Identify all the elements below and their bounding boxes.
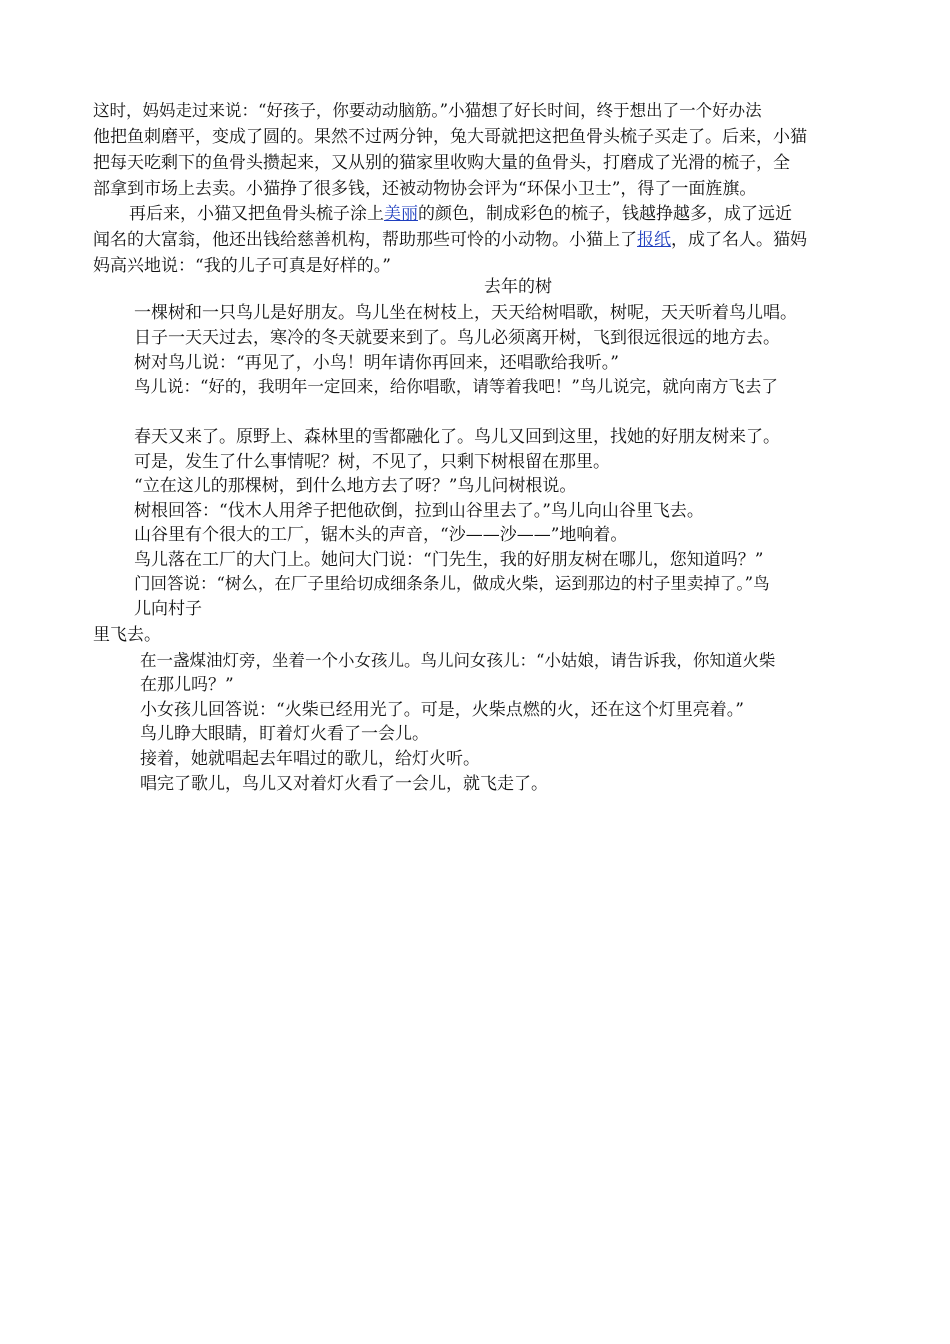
story2-paragraph-6: 可是，发生了什么事情呢？树，不见了，只剩下树根留在那里。	[134, 452, 610, 472]
link-baozhi[interactable]: 报纸	[637, 230, 671, 250]
story1-line-4: 部拿到市场上去卖。小猫挣了很多钱，还被动物协会评为“环保小卫士”，得了一面旌旗。	[93, 179, 757, 199]
story2-paragraph-1: 一棵树和一只鸟儿是好朋友。鸟儿坐在树枝上，天天给树唱歌，树呢，天天听着鸟儿唱。	[134, 303, 797, 323]
story1-line-7: 妈高兴地说：“我的儿子可真是好样的。”	[93, 256, 391, 276]
story2-paragraph-4: 鸟儿说：“好的，我明年一定回来，给你唱歌，请等着我吧！”鸟儿说完，就向南方飞去了	[134, 377, 778, 396]
story1-line-6-text-a: 闻名的大富翁，他还出钱给慈善机构，帮助那些可怜的小动物。小猫上了	[93, 230, 637, 250]
story2-paragraph-5: 春天又来了。原野上、森林里的雪都融化了。鸟儿又回到这里，找她的好朋友树来了。	[134, 427, 780, 447]
story2-paragraph-12-cont: 在那儿吗？”	[140, 675, 234, 695]
story1-line-5-text-b: 的颜色，制成彩色的梳子，钱越挣越多，成了远近	[418, 204, 792, 224]
story2-paragraph-2: 日子一天天过去，寒冷的冬天就要来到了。鸟儿必须离开树，飞到很远很远的地方去。	[134, 328, 780, 348]
story2-paragraph-10: 鸟儿落在工厂的大门上。她问大门说：“门先生，我的好朋友树在哪儿，您知道吗？”	[134, 550, 764, 570]
story2-paragraph-15: 接着，她就唱起去年唱过的歌儿，给灯火听。	[140, 749, 480, 769]
story2-paragraph-3: 树对鸟儿说：“再见了，小鸟！明年请你再回来，还唱歌给我听。”	[134, 353, 619, 373]
story2-paragraph-14: 鸟儿睁大眼睛，盯着灯火看了一会儿。	[140, 724, 429, 744]
story1-line-6-text-b: ，成了名人。猫妈	[671, 230, 807, 250]
story1-line-3: 把每天吃剩下的鱼骨头攒起来，又从别的猫家里收购大量的鱼骨头，打磨成了光滑的梳子，全	[93, 153, 790, 173]
story2-paragraph-11: 门回答说：“树么，在厂子里给切成细条条儿，做成火柴，运到那边的村子里卖掉了。”鸟	[134, 574, 770, 593]
story2-paragraph-7: “立在这儿的那棵树，到什么地方去了呀？”鸟儿问树根说。	[134, 476, 577, 496]
story2-paragraph-8: 树根回答：“伐木人用斧子把他砍倒，拉到山谷里去了。”鸟儿向山谷里飞去。	[134, 501, 704, 521]
link-meili[interactable]: 美丽	[384, 204, 418, 224]
story1-line-1: 这时，妈妈走过来说：“好孩子，你要动动脑筋。”小猫想了好长时间，终于想出了一个好办法	[93, 101, 762, 120]
story2-title: 去年的树	[484, 277, 552, 297]
story2-paragraph-12: 在一盏煤油灯旁，坐着一个小女孩儿。鸟儿问女孩儿：“小姑娘，请告诉我，你知道火柴	[140, 651, 776, 670]
story2-paragraph-9: 山谷里有个很大的工厂，锯木头的声音，“沙——沙——”地响着。	[134, 525, 628, 545]
story1-line-2: 他把鱼刺磨平，变成了圆的。果然不过两分钟，兔大哥就把这把鱼骨头梳子买走了。后来，小猫	[93, 127, 807, 147]
story1-line-5	[129, 201, 792, 227]
story1-line-6	[93, 227, 807, 253]
story2-paragraph-11-end: 里飞去。	[93, 625, 161, 645]
story1-line-5-text-a: 再后来，小猫又把鱼骨头梳子涂上	[129, 204, 384, 224]
story2-paragraph-13: 小女孩儿回答说：“火柴已经用光了。可是，火柴点燃的火，还在这个灯里亮着。”	[140, 700, 744, 720]
story2-paragraph-11-cont: 儿向村子	[134, 599, 202, 619]
story2-paragraph-16: 唱完了歌儿，鸟儿又对着灯火看了一会儿，就飞走了。	[140, 774, 548, 794]
